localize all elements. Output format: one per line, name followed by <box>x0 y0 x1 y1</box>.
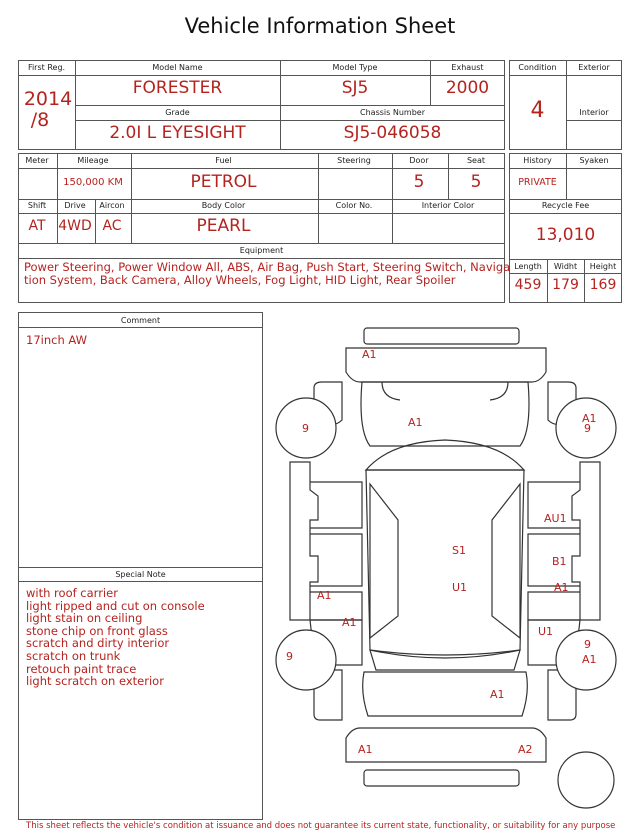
damage-code: A1 <box>582 653 597 666</box>
equipment-line-1: Power Steering, Power Window All, ABS, Air Bag, Push Start, Steering Switch, Naviga <box>24 260 511 274</box>
history-label: History <box>523 156 552 165</box>
damage-code: 9 <box>584 422 591 435</box>
damage-code: U1 <box>452 581 468 594</box>
exhaust-label: Exhaust <box>451 63 484 72</box>
fuel-value: PETROL <box>190 172 257 192</box>
damage-code: 9 <box>286 650 293 663</box>
model-name-value: FORESTER <box>132 78 223 98</box>
equipment-line-2: tion System, Back Camera, Alloy Wheels, Fog Light, HID Light, Rear Spoiler <box>24 273 456 287</box>
drive-value: 4WD <box>58 218 92 234</box>
drive-label: Drive <box>64 201 86 210</box>
damage-code: 9 <box>302 422 309 435</box>
door-label: Door <box>409 156 429 165</box>
damage-code: A2 <box>518 743 533 756</box>
first-reg-month: /8 <box>30 109 50 131</box>
mileage-value: 150,000 KM <box>63 177 123 188</box>
body-color-value: PEARL <box>196 216 251 236</box>
special-note-item: light ripped and cut on console <box>26 598 205 613</box>
fuel-label: Fuel <box>215 156 232 165</box>
special-note-item: scratch and dirty interior <box>26 636 170 651</box>
car-damage-diagram <box>270 320 620 820</box>
height-value: 169 <box>589 277 617 293</box>
condition-value: 4 <box>530 98 545 123</box>
damage-code: A1 <box>342 616 357 629</box>
damage-code: U1 <box>538 625 554 638</box>
comment-panel <box>18 312 263 820</box>
width-label: Widht <box>553 262 578 271</box>
first-reg-label: First Reg. <box>27 63 66 72</box>
special-notes-list <box>26 587 205 688</box>
special-note-item: scratch on trunk <box>26 648 121 663</box>
special-note-item: light stain on ceiling <box>26 611 143 626</box>
damage-code: A1 <box>408 416 423 429</box>
seat-value: 5 <box>470 172 482 192</box>
damage-code: 9 <box>584 638 591 651</box>
color-no-label: Color No. <box>335 201 373 210</box>
length-value: 459 <box>514 277 542 293</box>
height-label: Height <box>589 262 617 271</box>
damage-code: A1 <box>490 688 505 701</box>
interior-color-label: Interior Color <box>421 201 475 210</box>
steering-label: Steering <box>337 156 371 165</box>
damage-code: A1 <box>362 348 377 361</box>
tire-rear-left <box>276 630 336 690</box>
equipment-label: Equipment <box>239 246 284 255</box>
comment-label: Comment <box>120 316 161 325</box>
exhaust-value: 2000 <box>445 78 490 98</box>
meter-label: Meter <box>25 156 49 165</box>
damage-codes <box>286 348 597 756</box>
length-label: Length <box>514 262 542 271</box>
damage-code: A1 <box>554 581 569 594</box>
condition-label: Condition <box>518 63 557 72</box>
model-type-value: SJ5 <box>341 78 369 98</box>
special-note-label: Special Note <box>115 570 166 579</box>
recycle-fee-value: 13,010 <box>535 225 596 245</box>
model-name-label: Model Name <box>152 63 203 72</box>
model-type-label: Model Type <box>332 63 378 72</box>
exterior-label: Exterior <box>578 63 610 72</box>
aircon-label: Aircon <box>99 201 125 210</box>
damage-code: AU1 <box>544 512 567 525</box>
special-note-item: light scratch on exterior <box>26 674 164 689</box>
tires <box>276 398 616 808</box>
damage-code: A1 <box>582 412 597 425</box>
aircon-value: AC <box>102 218 122 234</box>
spare-tire <box>558 752 614 808</box>
shift-label: Shift <box>27 201 47 210</box>
history-value: PRIVATE <box>518 177 557 188</box>
first-reg-year: 2014 <box>23 88 73 110</box>
seat-label: Seat <box>466 156 486 165</box>
grade-label: Grade <box>165 108 190 117</box>
chassis-label: Chassis Number <box>360 108 425 117</box>
special-note-item: with roof carrier <box>26 586 118 600</box>
page-title: Vehicle Information Sheet <box>184 14 456 38</box>
disclaimer-footer: This sheet reflects the vehicle's condition at issuance and does not guarantee its current state, functionality, or suitability for any purpose <box>26 821 616 831</box>
special-note-item: retouch paint trace <box>26 661 137 676</box>
damage-code: A1 <box>358 743 373 756</box>
syaken-label: Syaken <box>579 156 609 165</box>
special-note-item: stone chip on front glass <box>26 623 168 638</box>
body-color-label: Body Color <box>201 201 246 210</box>
damage-code: B1 <box>552 555 567 568</box>
width-value: 179 <box>552 277 579 293</box>
mileage-label: Mileage <box>77 156 109 165</box>
damage-code: A1 <box>317 589 332 602</box>
recycle-fee-label: Recycle Fee <box>541 201 590 210</box>
shift-value: AT <box>28 218 46 234</box>
damage-code: S1 <box>452 544 466 557</box>
chassis-value: SJ5-046058 <box>343 123 442 143</box>
door-value: 5 <box>413 172 425 192</box>
grade-value: 2.0I L EYESIGHT <box>109 123 246 143</box>
interior-label: Interior <box>579 108 609 117</box>
comment-text: 17inch AW <box>26 333 87 347</box>
